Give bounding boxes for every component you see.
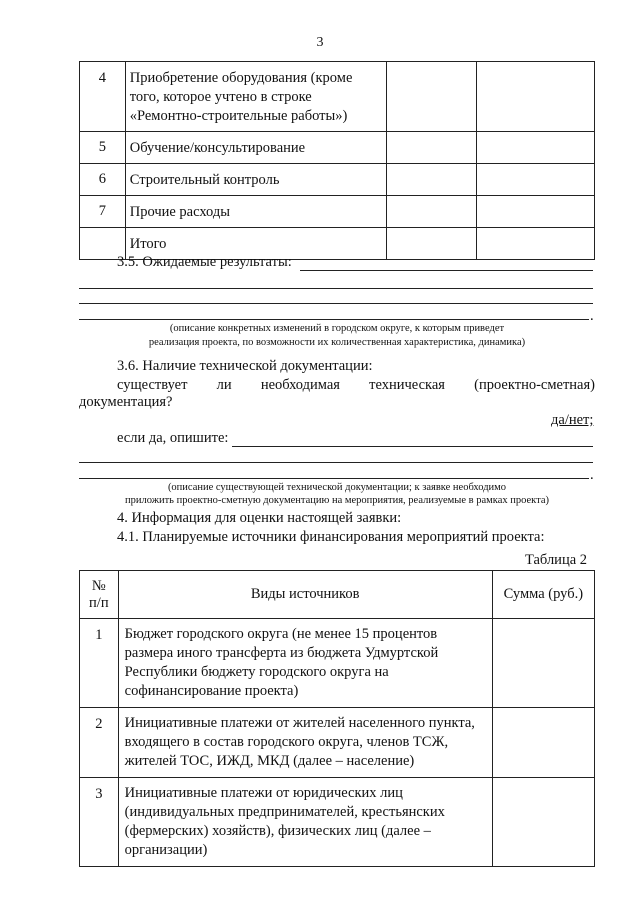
cell-empty (386, 62, 476, 132)
fill-line (79, 478, 589, 479)
row-number: 4 (80, 62, 126, 132)
cell-empty (386, 228, 476, 260)
row-number: 7 (80, 196, 126, 228)
question-word: необходимая (260, 377, 340, 393)
table-caption: Таблица 2 (525, 552, 588, 568)
table-row (80, 196, 595, 228)
row-text: Прочие расходы (125, 196, 386, 228)
header-num (80, 571, 119, 619)
question-word: существует (117, 377, 188, 393)
cell-empty (386, 132, 476, 164)
row-number: 3 (80, 778, 119, 867)
fill-line (300, 270, 593, 271)
section-3-5-note-2: реализация проекта, по возможности их количественная характеристика, динамика) (148, 337, 526, 348)
expenses-table (79, 61, 595, 260)
question-word: ли (216, 377, 232, 393)
section-3-6-note-2: приложить проектно-сметную документацию на мероприятия, реализуемые в рамках проекта) (125, 495, 549, 506)
row-text: Инициативные платежи от жителей населенного пункта, входящего в состав городского округа, членов ТСЖ, жителей ТОС, ИЖД, МКД (далее – население) (118, 708, 492, 778)
cell-empty (476, 196, 594, 228)
question-word: (проектно-сметная) (474, 377, 595, 393)
cell-empty (386, 196, 476, 228)
question-word: техническая (369, 377, 445, 393)
section-3-5-note-1: (описание конкретных изменений в городском округе, к которым приведет (169, 323, 505, 334)
page-number: 3 (316, 35, 324, 50)
table-row (80, 132, 595, 164)
yes-no-answer: да/нет; (551, 412, 594, 428)
cell-empty (476, 228, 594, 260)
line-end-dot: . (590, 308, 594, 324)
row-text: Итого (125, 228, 386, 260)
cell-empty (386, 164, 476, 196)
row-number: 2 (80, 708, 119, 778)
section-3-5-label: 3.5. Ожидаемые результаты: (117, 254, 292, 270)
row-number: 5 (80, 132, 126, 164)
fill-line (232, 446, 593, 447)
row-text: Бюджет городского округа (не менее 15 процентов размера иного трансферта из бюджета Удмуртской Республики бюджету городского округа на софинансирование проекта) (118, 619, 492, 708)
row-text: Инициативные платежи от юридических лиц (индивидуальных предпринимателей, крестьянских (фермерских) хозяйств), физических лиц (далее – организации) (118, 778, 492, 867)
row-number: 6 (80, 164, 126, 196)
section-3-6-label: 3.6. Наличие технической документации: (117, 358, 373, 374)
cell-empty (476, 62, 594, 132)
section-3-6-note-1: (описание существующей технической документации; к заявке необходимо (167, 482, 507, 493)
fill-line (79, 319, 589, 320)
fill-line (79, 303, 593, 304)
fill-line (79, 462, 593, 463)
table-row (80, 62, 595, 132)
section-4-1-heading: 4.1. Планируемые источники финансирования мероприятий проекта: (117, 529, 545, 545)
header-num-line1: № (91, 577, 106, 594)
cell-empty (492, 778, 594, 867)
header-num-line2: п/п (89, 594, 109, 611)
if-yes-label: если да, опишите: (117, 430, 229, 446)
section-3-6-question (117, 377, 595, 394)
funding-sources-table (79, 570, 595, 867)
line-end-dot: . (590, 467, 594, 483)
row-number: 1 (80, 619, 119, 708)
row-text: Строительный контроль (125, 164, 386, 196)
section-4-heading: 4. Информация для оценки настоящей заявки: (117, 510, 402, 526)
row-text: Приобретение оборудования (кроме того, которое учтено в строке «Ремонтно-строительные работы») (125, 62, 386, 132)
table-header-row (80, 571, 595, 619)
header-sum: Сумма (руб.) (492, 571, 594, 619)
cell-empty (476, 132, 594, 164)
table-row (80, 619, 595, 708)
cell-empty (492, 708, 594, 778)
cell-empty (492, 619, 594, 708)
table-row (80, 708, 595, 778)
table-row (80, 164, 595, 196)
table-row (80, 778, 595, 867)
header-sources: Виды источников (118, 571, 492, 619)
row-text: Обучение/консультирование (125, 132, 386, 164)
fill-line (79, 288, 593, 289)
cell-empty (476, 164, 594, 196)
section-3-6-question-2: документация? (79, 394, 173, 410)
